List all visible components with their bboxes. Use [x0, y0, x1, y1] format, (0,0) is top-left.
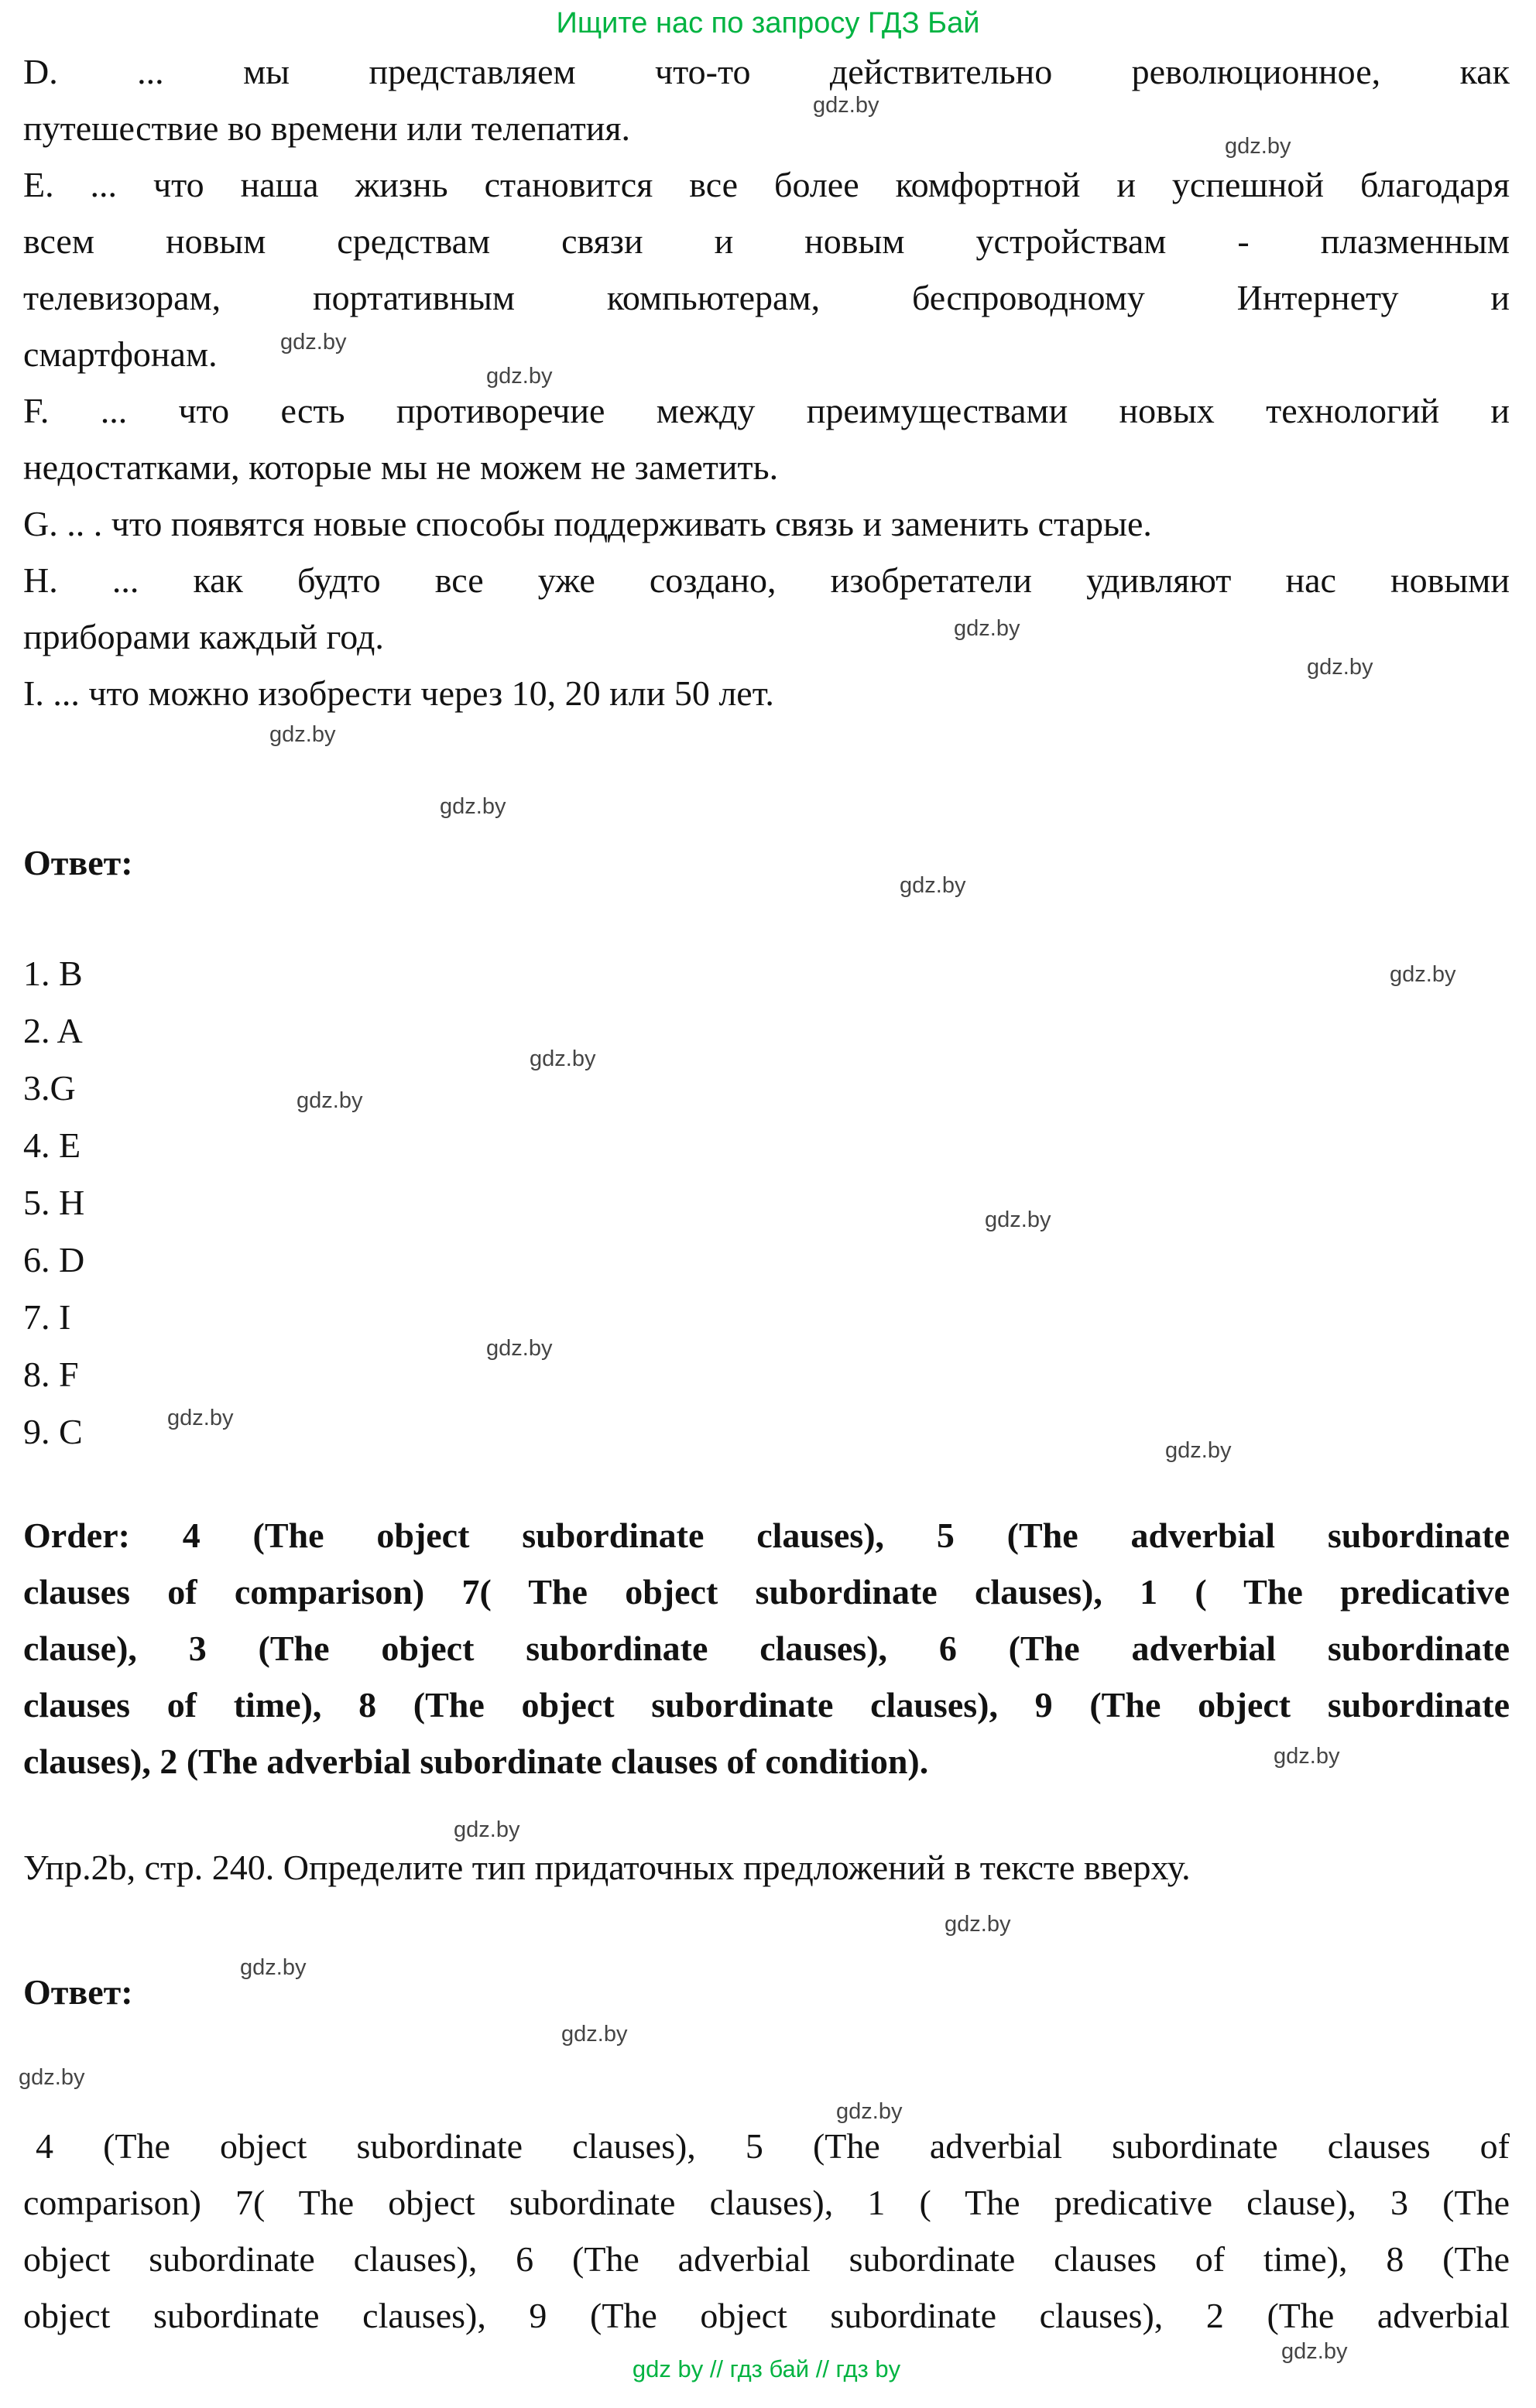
order-line: Order: 4 (The object subordinate clauses), 5 (The adverbial subordinate: [23, 1516, 1510, 1555]
option-e-line: E. ... что наша жизнь становится все более комфортной и успешной благодаря: [23, 165, 1510, 204]
answer2-line: object subordinate clauses), 6 (The adverbial subordinate clauses of time), 8 (The: [23, 2239, 1510, 2279]
gdz-watermark: gdz.by: [985, 1207, 1051, 1232]
order-line: clauses), 2 (The adverbial subordinate clauses of condition).: [23, 1742, 929, 1781]
answer-item: 2. A: [23, 1011, 83, 1050]
answers-list: [23, 945, 1510, 1461]
gdz-watermark: gdz.by: [1281, 2339, 1348, 2364]
gdz-watermark: gdz.by: [440, 794, 506, 819]
gdz-watermark: gdz.by: [1390, 962, 1456, 987]
gdz-watermark: gdz.by: [454, 1817, 520, 1842]
answer-item: 3.G: [23, 1068, 76, 1108]
gdz-watermark: gdz.by: [945, 1912, 1011, 1937]
order-line: clause), 3 (The object subordinate clauses), 6 (The adverbial subordinate: [23, 1629, 1510, 1668]
option-f-line: F. ... что есть противоречие между преимуществами новых технологий и: [23, 391, 1510, 430]
gdz-watermark: gdz.by: [167, 1406, 234, 1430]
answer-item: 6. D: [23, 1240, 85, 1279]
gdz-watermark: gdz.by: [280, 330, 347, 355]
option-i-line: I. ... что можно изобрести через 10, 20 или 50 лет.: [23, 673, 774, 713]
site-search-hint: Ищите нас по запросу ГДЗ Бай: [556, 7, 980, 39]
answer-item: 8. F: [23, 1355, 79, 1394]
gdz-watermark: gdz.by: [486, 364, 553, 389]
gdz-watermark: gdz.by: [1225, 134, 1291, 159]
gdz-watermark: gdz.by: [1307, 655, 1373, 680]
gdz-watermark: gdz.by: [530, 1046, 596, 1071]
answer-item: 9. C: [23, 1412, 83, 1451]
gdz-watermark: gdz.by: [561, 2022, 628, 2047]
gdz-watermark: gdz.by: [1165, 1438, 1232, 1463]
gdz-watermark: gdz.by: [954, 616, 1020, 641]
gdz-watermark: gdz.by: [240, 1955, 307, 1980]
option-e-line: всем новым средствам связи и новым устройствам - плазменным: [23, 221, 1510, 261]
option-g-line: G. .. . что появятся новые способы поддерживать связь и заменить старые.: [23, 504, 1152, 543]
answer2-paragraph: [23, 2118, 1510, 2344]
answer-item: 4. E: [23, 1125, 81, 1165]
option-f-line: недостатками, которые мы не можем не заметить.: [23, 447, 779, 487]
answer-heading: Ответ:: [23, 1972, 133, 2012]
gdz-watermark: gdz.by: [486, 1336, 553, 1361]
exercise-title: Упр.2b, стр. 240. Определите тип придаточных предложений в тексте вверху.: [23, 1848, 1191, 1887]
answer-heading: Ответ:: [23, 843, 133, 882]
option-d-line: путешествие во времени или телепатия.: [23, 108, 630, 148]
site-footer-line: gdz by // гдз бай // гдз by: [632, 2355, 901, 2382]
option-e-line: телевизорам, портативным компьютерам, беспроводному Интернету и: [23, 278, 1510, 317]
answer-item: 5. H: [23, 1183, 85, 1222]
answer2-line: comparison) 7( The object subordinate clauses), 1 ( The predicative clause), 3 (The: [23, 2183, 1510, 2222]
gdz-watermark: gdz.by: [900, 873, 966, 898]
gdz-watermark: gdz.by: [1274, 1744, 1340, 1769]
order-line: clauses of comparison) 7( The object subordinate clauses), 1 ( The predicative: [23, 1572, 1510, 1612]
gdz-watermark: gdz.by: [19, 2065, 85, 2090]
answer2-line: 4 (The object subordinate clauses), 5 (The adverbial subordinate clauses of: [36, 2126, 1510, 2166]
document-body: [0, 43, 1536, 2382]
gdz-watermark: gdz.by: [297, 1088, 363, 1113]
gdz-watermark: gdz.by: [269, 722, 336, 747]
option-h-line: приборами каждый год.: [23, 617, 384, 656]
order-line: clauses of time), 8 (The object subordinate clauses), 9 (The object subordinate: [23, 1685, 1510, 1725]
option-h-line: H. ... как будто все уже создано, изобретатели удивляют нас новыми: [23, 560, 1510, 600]
gdz-watermark: gdz.by: [813, 93, 879, 118]
gdz-watermark: gdz.by: [836, 2099, 903, 2124]
answer2-line: object subordinate clauses), 9 (The object subordinate clauses), 2 (The adverbial: [23, 2296, 1510, 2335]
option-d-line: D. ... мы представляем что-то действительно революционное, как: [23, 52, 1510, 91]
document-page: [0, 8, 1536, 2408]
answer-item: 1. B: [23, 954, 83, 993]
answer-item: 7. I: [23, 1297, 71, 1337]
option-e-line: смартфонам.: [23, 334, 218, 374]
